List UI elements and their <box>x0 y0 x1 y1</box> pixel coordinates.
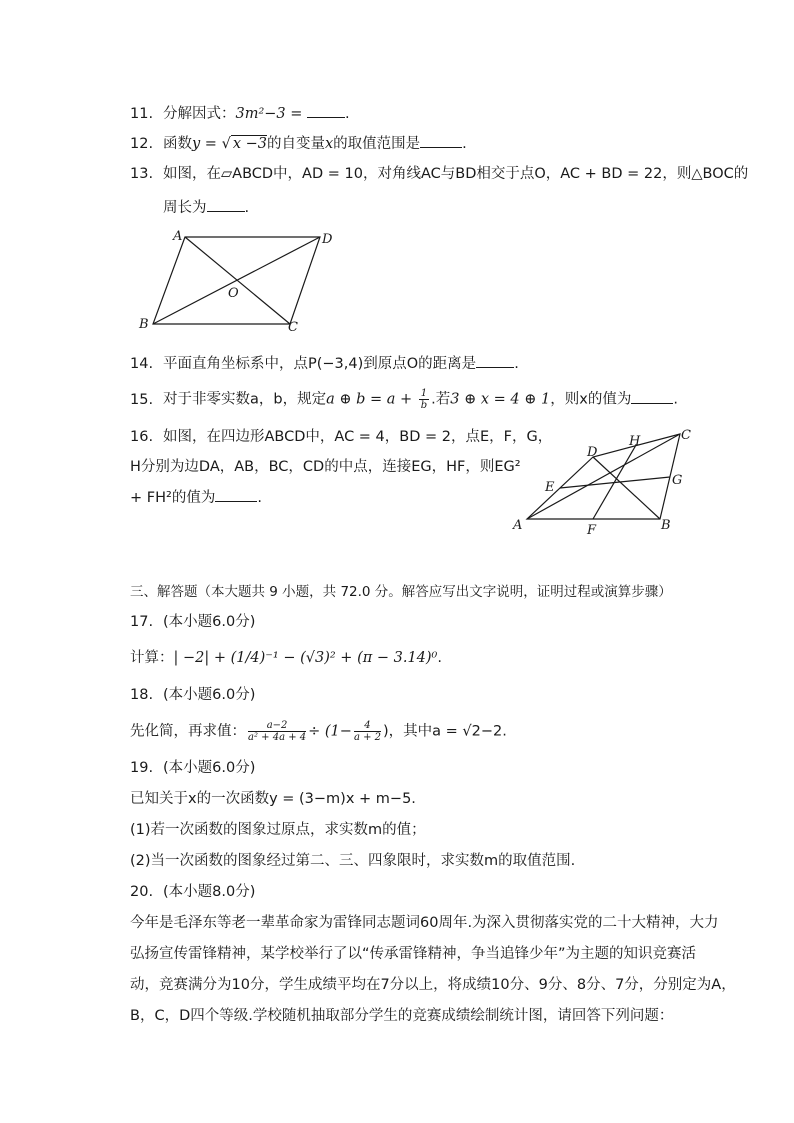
question-text: 周长为 <box>163 200 207 216</box>
answer-blank[interactable] <box>207 197 245 212</box>
question-text: 的取值范围是 <box>333 136 421 152</box>
question-18 <box>130 720 507 743</box>
question-text: 先化简，再求值： <box>130 723 246 740</box>
label-d: D <box>587 445 598 460</box>
label-h: H <box>629 434 641 449</box>
question-19-header <box>130 758 255 778</box>
question-20-line3 <box>130 975 736 995</box>
question-19-line1 <box>130 789 416 809</box>
answer-blank[interactable] <box>631 389 673 404</box>
question-number: 15. <box>130 391 154 408</box>
question-text: 已知关于x的一次函数y = (3−m)x + m−5. <box>130 791 416 807</box>
question-13-line2 <box>163 197 249 218</box>
math-expression: a ⊕ b = a + <box>326 391 417 408</box>
question-20-line1 <box>130 913 719 933</box>
question-17 <box>130 648 442 668</box>
question-number: 11. <box>130 106 154 122</box>
numerator: a−2 <box>248 720 306 732</box>
quadrilateral-figure <box>505 422 710 542</box>
question-number: 18. <box>130 687 154 703</box>
fraction <box>248 720 306 743</box>
label-a: A <box>173 229 183 244</box>
section-heading <box>130 582 672 602</box>
fraction <box>354 720 381 743</box>
math-expression: 3m²−3 = <box>235 106 303 122</box>
question-text: 计算： <box>130 650 174 666</box>
period: . <box>257 490 262 506</box>
question-number: 17. <box>130 614 154 630</box>
question-text: 平面直角坐标系中，点P(−3,4)到原点O的距离是 <box>163 356 477 372</box>
math-expression: y = <box>192 136 222 152</box>
math-expression: 3 ⊕ x = 4 ⊕ 1 <box>450 391 551 408</box>
fraction <box>419 388 429 411</box>
question-text: 如图，在▱ABCD中，AD = 10，对角线AC与BD相交于点O，AC + BD = 22，则△BOC的 <box>163 166 749 182</box>
question-14 <box>130 353 519 374</box>
question-11 <box>130 103 350 124</box>
numerator: 1 <box>420 388 428 399</box>
label-c: C <box>288 320 298 335</box>
question-17-header <box>130 612 255 632</box>
points-label: (本小题8.0分) <box>163 884 256 900</box>
diagonal-ac <box>527 434 683 519</box>
question-16-line2 <box>130 457 521 477</box>
question-text: .若 <box>431 391 451 408</box>
period: . <box>673 391 678 408</box>
question-19-part1 <box>130 820 426 840</box>
points-label: (本小题6.0分) <box>163 760 256 776</box>
question-20-header <box>130 882 255 902</box>
question-text: 如图，在四边形ABCD中，AC = 4，BD = 2，点E，F，G， <box>163 429 553 445</box>
question-13 <box>130 164 748 184</box>
points-label: (本小题6.0分) <box>163 614 256 630</box>
sqrt-symbol: √ <box>221 136 231 152</box>
question-20-line4 <box>130 1006 673 1026</box>
numerator: 4 <box>354 720 381 732</box>
period: . <box>437 650 442 666</box>
label-g: G <box>672 473 683 488</box>
period: . <box>345 106 350 122</box>
segment-eg <box>560 477 670 488</box>
question-text: 的自变量 <box>266 136 325 152</box>
question-text: ，则x的值为 <box>550 391 632 408</box>
period: . <box>514 356 519 372</box>
question-number: 20. <box>130 884 154 900</box>
denominator: a + 2 <box>353 732 381 743</box>
question-text: + FH²的值为 <box>130 490 216 506</box>
label-f: F <box>587 523 597 538</box>
parallelogram-figure <box>130 222 350 337</box>
label-a: A <box>513 518 523 533</box>
question-number: 19. <box>130 760 154 776</box>
question-20-line2 <box>130 944 696 964</box>
period: . <box>244 200 250 216</box>
question-text: 动，竞赛满分为10分，学生成绩平均在7分以上，将成绩10分、9分、8分、7分，分别定为A， <box>130 977 736 993</box>
section-title: 三、解答题（本大题共 9 小题，共 72.0 分。解答应写出文字说明，证明过程或演算步骤） <box>130 584 672 600</box>
diagonal-bd <box>593 457 660 519</box>
question-text: B，C，D四个等级.学校随机抽取部分学生的竞赛成绩绘制统计图，请回答下列问题： <box>130 1008 674 1024</box>
question-18-header <box>130 685 255 705</box>
question-number: 12. <box>130 136 154 152</box>
question-12 <box>130 133 467 154</box>
question-19-part2 <box>130 851 575 871</box>
question-number: 13. <box>130 166 154 182</box>
answer-blank[interactable] <box>215 487 257 502</box>
question-text: 函数 <box>163 136 192 152</box>
label-c: C <box>681 428 691 443</box>
question-text: 对于非零实数a，b，规定 <box>163 391 327 408</box>
math-expression: | −2| + (1/4)⁻¹ − (√3)² + (π − 3.14)⁰ <box>173 650 438 666</box>
question-number: 14. <box>130 356 154 372</box>
points-label: (本小题6.0分) <box>163 687 256 703</box>
label-e: E <box>545 480 555 495</box>
label-o: O <box>228 286 239 301</box>
segment-hf <box>593 445 636 519</box>
question-number: 16. <box>130 429 154 445</box>
question-text: (1)若一次函数的图象过原点，求实数m的值； <box>130 822 426 838</box>
math-operator: ÷ (1− <box>308 723 352 740</box>
answer-blank[interactable] <box>420 133 462 148</box>
question-15 <box>130 388 678 411</box>
question-text: 分解因式： <box>163 106 236 122</box>
label-b: B <box>661 518 671 533</box>
label-d: D <box>322 232 333 247</box>
label-b: B <box>139 317 149 332</box>
answer-blank[interactable] <box>307 103 345 118</box>
sqrt-radicand: x −3 <box>232 136 267 152</box>
question-text: )，其中a = √2−2. <box>383 723 507 740</box>
question-16-line3 <box>130 487 262 508</box>
question-16 <box>130 427 552 447</box>
question-text: 今年是毛泽东等老一辈革命家为雷锋同志题词60周年.为深入贯彻落实党的二十大精神，大力 <box>130 915 719 931</box>
answer-blank[interactable] <box>476 353 514 368</box>
question-text: 弘扬宣传雷锋精神，某学校举行了以“传承雷锋精神，争当追锋少年”为主题的知识竞赛活 <box>130 946 697 962</box>
question-text: (2)当一次函数的图象经过第二、三、四象限时，求实数m的取值范围. <box>130 853 576 869</box>
question-text: H分别为边DA，AB，BC，CD的中点，连接EG，HF，则EG² <box>130 459 521 475</box>
variable: x <box>324 136 334 152</box>
denominator: a² + 4a + 4 <box>248 732 307 743</box>
period: . <box>462 136 467 152</box>
denominator: b <box>420 400 428 411</box>
